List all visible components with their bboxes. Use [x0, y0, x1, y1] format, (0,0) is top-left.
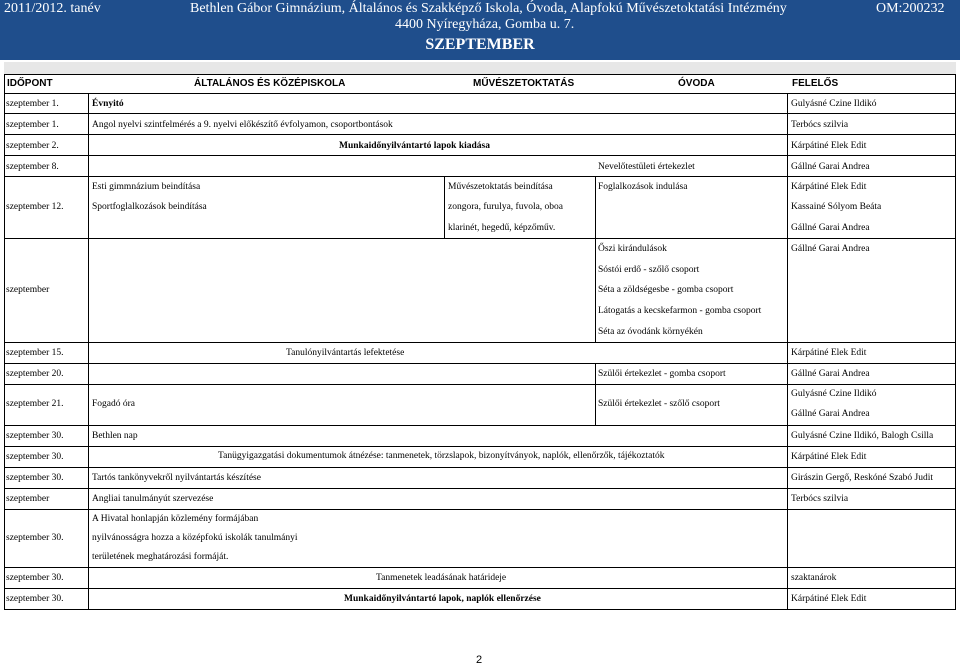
- row-divider: [4, 176, 956, 177]
- row-divider: [4, 363, 956, 364]
- row13-responsible: Terbócs szilvia: [791, 494, 849, 504]
- table-border-right: [955, 94, 956, 609]
- row5-school-2: Sportfoglalkozások beindítása: [92, 202, 207, 212]
- row-divider: [4, 425, 956, 426]
- row15-event: Tanmenetek leadásának határideje: [376, 573, 507, 583]
- row12-event: Tartós tankönyvekről nyilvántartás készítése: [92, 473, 261, 483]
- column-divider: [88, 94, 89, 609]
- column-divider: [444, 176, 445, 238]
- row5-responsible-2: Kassainé Sólyom Beáta: [791, 202, 882, 212]
- row-divider: [4, 155, 956, 156]
- row8-date: szeptember 20.: [6, 369, 64, 379]
- row8-responsible: Gállné Garai Andrea: [791, 369, 870, 379]
- row-divider: [4, 134, 956, 135]
- row1-date: szeptember 1.: [6, 99, 59, 109]
- row10-date: szeptember 30.: [6, 431, 64, 441]
- table-header: [4, 74, 956, 94]
- row16-responsible: Kárpátiné Elek Edit: [791, 594, 867, 604]
- header-art: MŰVÉSZETOKTATÁS: [473, 78, 575, 89]
- row15-date: szeptember 30.: [6, 573, 64, 583]
- row5-art-3: klarinét, hegedű, képzőműv.: [448, 223, 556, 233]
- row12-responsible: Girászin Gergő, Reskóné Szabó Judit: [791, 473, 934, 483]
- row9-date: szeptember 21.: [6, 399, 64, 409]
- row-divider: [4, 113, 956, 114]
- row16-date: szeptember 30.: [6, 594, 64, 604]
- row5-kindergarten-1: Foglalkozások indulása: [598, 182, 688, 192]
- row1-event: Évnyitó: [92, 99, 124, 109]
- row-divider: [4, 467, 956, 468]
- row3-date: szeptember 2.: [6, 141, 59, 151]
- row6-kindergarten-3: Séta a zöldségesbe - gomba csoport: [598, 285, 734, 295]
- row9-kindergarten: Szülői értekezlet - szőlő csoport: [598, 399, 720, 409]
- row-divider: [4, 567, 956, 568]
- header-date: IDŐPONT: [7, 78, 53, 89]
- row10-responsible: Gulyásné Czine Ildikó, Balogh Csilla: [791, 431, 934, 441]
- column-divider: [787, 94, 788, 609]
- row6-kindergarten-5: Séta az óvodánk környékén: [598, 327, 703, 337]
- row6-date: szeptember: [6, 285, 50, 295]
- row3-event: Munkaidőnyilvántartó lapok kiadása: [339, 141, 490, 151]
- row6-kindergarten-4: Látogatás a kecskefarmon - gomba csoport: [598, 306, 762, 316]
- row1-responsible: Gulyásné Czine Ildikó: [791, 99, 877, 109]
- row8-kindergarten: Szülői értekezlet - gomba csoport: [598, 369, 726, 379]
- row2-event: Angol nyelvi szintfelmérés a 9. nyelvi előkészítő évfolyamon, csoportbontások: [92, 120, 393, 130]
- row9-responsible-2: Gállné Garai Andrea: [791, 409, 870, 419]
- row-divider: [4, 609, 956, 610]
- row5-school-1: Esti gimmnázium beindítása: [92, 182, 201, 192]
- row14-line-2: nyilvánosságra hozza a középfokú iskolák tanulmányi: [92, 533, 298, 543]
- school-address: 4400 Nyíregyháza, Gomba u. 7.: [395, 17, 575, 32]
- row13-event: Angliai tanulmányút szervezése: [92, 494, 214, 504]
- header-school: ÁLTALÁNOS ÉS KÖZÉPISKOLA: [194, 78, 346, 89]
- row13-date: szeptember: [6, 494, 50, 504]
- row10-event: Bethlen nap: [92, 431, 138, 441]
- row11-responsible: Kárpátiné Elek Edit: [791, 452, 867, 462]
- row9-responsible-1: Gulyásné Czine Ildikó: [791, 389, 877, 399]
- row-divider: [4, 588, 956, 589]
- row4-date: szeptember 8.: [6, 162, 59, 172]
- month-title: SZEPTEMBER: [425, 36, 535, 53]
- row-divider: [4, 384, 956, 385]
- row6-responsible: Gállné Garai Andrea: [791, 244, 870, 254]
- row-divider: [4, 509, 956, 510]
- row4-responsible: Gállné Garai Andrea: [791, 162, 870, 172]
- om-number: OM:200232: [876, 1, 945, 16]
- row14-line-1: A Hivatal honlapján közlemény formájában: [92, 514, 259, 524]
- row14-line-3: területének meghatározási formáját.: [92, 552, 229, 562]
- row-divider: [4, 446, 956, 447]
- row12-date: szeptember 30.: [6, 473, 64, 483]
- column-divider: [595, 176, 596, 342]
- row5-art-2: zongora, furulya, fuvola, oboa: [448, 202, 564, 212]
- school-year: 2011/2012. tanév: [4, 1, 101, 16]
- table-border-left: [4, 94, 5, 609]
- row16-event: Munkaidőnyilvántartó lapok, naplók ellenőrzése: [344, 594, 541, 604]
- header-responsible: FELELŐS: [792, 78, 839, 89]
- row11-event: Tanügyigazgatási dokumentumok átnézése: tanmenetek, törzslapok, bizonyítványok, naplók, ellenőrzők, tájékoztatók: [218, 451, 665, 461]
- row-divider: [4, 238, 956, 239]
- row5-responsible-3: Gállné Garai Andrea: [791, 223, 870, 233]
- column-divider: [595, 363, 596, 425]
- row5-art-1: Művészetoktatás beindítása: [448, 182, 553, 192]
- row6-kindergarten-1: Őszi kirándulások: [598, 244, 667, 254]
- row7-responsible: Kárpátiné Elek Edit: [791, 348, 867, 358]
- row11-date: szeptember 30.: [6, 452, 64, 462]
- row3-responsible: Kárpátiné Elek Edit: [791, 141, 867, 151]
- row7-event: Tanulónyilvántartás lefektetése: [286, 348, 405, 358]
- row5-date: szeptember 12.: [6, 202, 64, 212]
- row7-date: szeptember 15.: [6, 348, 64, 358]
- header-kindergarten: ÓVODA: [678, 78, 715, 89]
- row9-school: Fogadó óra: [92, 399, 136, 409]
- row14-date: szeptember 30.: [6, 533, 64, 543]
- row4-event: Nevelőtestületi értekezlet: [598, 162, 695, 172]
- row-divider: [4, 488, 956, 489]
- page-number: 2: [476, 654, 483, 666]
- row2-responsible: Terbócs szilvia: [791, 120, 849, 130]
- school-name: Bethlen Gábor Gimnázium, Általános és Szakképző Iskola, Óvoda, Alapfokú Művészetoktatási Intézmény: [190, 1, 787, 16]
- row2-date: szeptember 1.: [6, 120, 59, 130]
- row15-responsible: szaktanárok: [791, 573, 837, 583]
- row6-kindergarten-2: Sóstói erdő - szőlő csoport: [598, 265, 700, 275]
- row5-responsible-1: Kárpátiné Elek Edit: [791, 182, 867, 192]
- page-banner: [0, 0, 960, 60]
- row-divider: [4, 342, 956, 343]
